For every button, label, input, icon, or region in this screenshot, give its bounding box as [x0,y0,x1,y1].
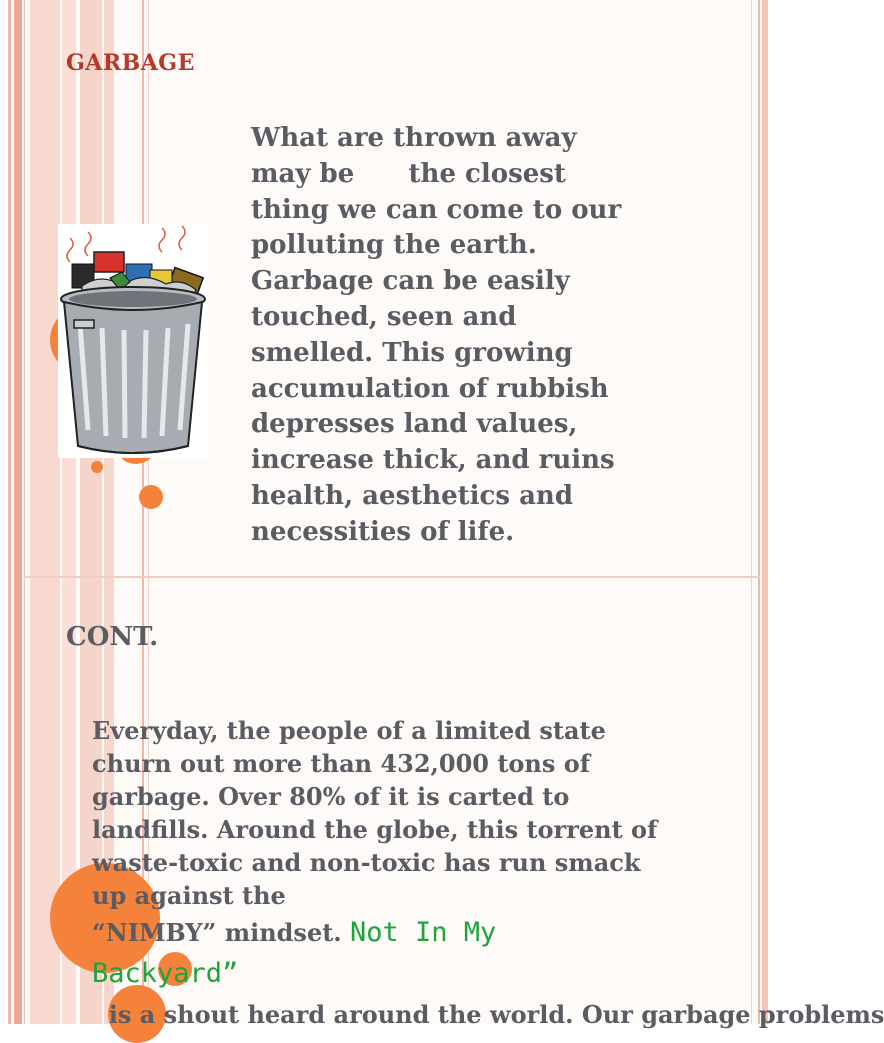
decorative-dot [91,461,103,473]
decorative-stripe [30,0,60,1024]
trash-can-icon [58,224,208,458]
decorative-stripe [751,0,752,1024]
body-text-part: is a shout heard around the world. Our garbage problems [92,1000,884,1029]
slide-divider [24,576,760,578]
section-heading: CONT. [66,622,159,652]
highlighted-phrase: Backyard” [92,958,239,989]
decorative-stripe [14,0,22,1024]
body-text-part: “NIMBY” mindset. [92,918,351,947]
body-text-part: Everyday, the people of a limited state churn out more than 432,000 tons of garbage. Over 80% of it is carted to landfills. Around the globe, this torrent of waste-toxic and non-toxic has run smack up against the [92,716,658,910]
slide-body-text [92,714,884,1035]
slide-body-text: What are thrown away may be the closest thing we can come to our polluting the earth. Garbage can be easily touched, seen and smelled. This growing accumulation of rubbish depresses land values, increase thick, and ruins health, aesthetics and necessities of life. [251,123,622,547]
page-title: GARBAGE [66,50,195,76]
decorative-stripe [62,0,76,1024]
decorative-stripe [758,0,760,1024]
decorative-stripe [762,0,768,1024]
decorative-dot [139,485,163,509]
decorative-stripe [8,0,11,1024]
highlighted-phrase: Not In My [350,917,497,948]
decorative-stripe [24,0,25,1024]
